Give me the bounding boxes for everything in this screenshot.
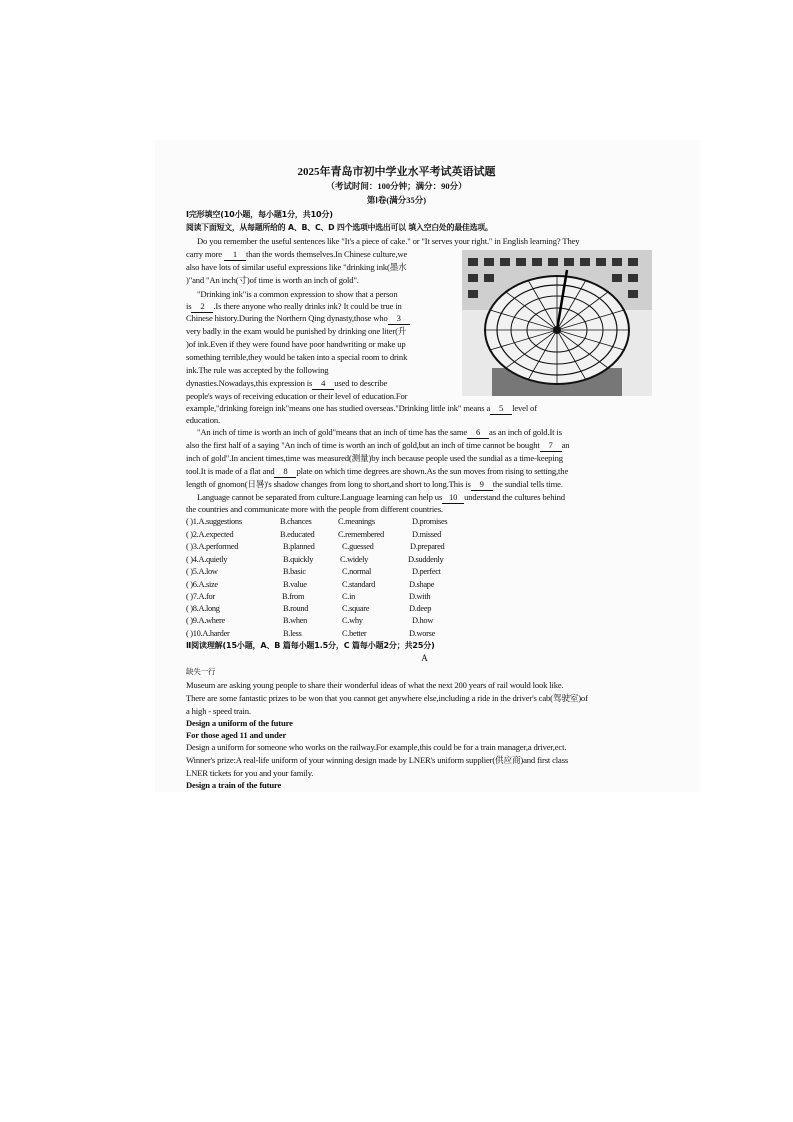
blank-1: 1 [224,248,246,261]
passage-line: Winner's prize:A real-life uniform of your winning design made by LNER's uniform supplier(供应商)and first class [186,755,569,765]
part-label: A [421,653,428,663]
subheading: For those aged 11 and under [186,730,287,740]
passage-line: LNER tickets for you and your family. [186,768,314,778]
passage-line: length of gnomon(日晷)'s shadow changes from long to short,and short to long.This is 9 the sundial tells time. [186,478,563,491]
passage-line: "Drinking ink"is a common expression to show that a person [197,289,398,299]
blank-4: 4 [312,377,334,390]
sundial-photo-icon [462,250,652,396]
passage-line: "An inch of time is worth an inch of gold"means that an inch of time has the same 6 as an inch of gold.It is [197,426,562,439]
passage-line: also have lots of similar useful expressions like "drinking ink(墨水 [186,262,407,272]
passage-line: also the first half of a saying "An inch of time is worth an inch of gold,but an inch of time cannot be bought 7 an [186,439,569,452]
option-row-6: ( )6.A.size B.value C.standard D.shape [186,580,435,589]
blank-2: 2 [191,300,213,313]
passage-line: Chinese history.During the Northern Qing dynasty,those who 3 [186,312,410,325]
option-row-3: ( )3.A.performed B.planned C.guessed D.prepared [186,542,445,551]
passage-line: There are some fantastic prizes to be won that you cannot get anywhere else,including a ride in the driver's cab(驾驶室)of [186,693,588,703]
passage-line: Design a uniform for someone who works on the railway.For example,this could be for a train manager,a driver,ect. [186,742,567,752]
passage-line: )"and "An inch(寸)of time is worth an inch of gold". [186,275,359,285]
section1-instruction: 阅读下面短文，从每题所给的 A、B、C、D 四个选项中选出可以 填入空白处的最佳选项。 [186,223,493,232]
passage-line: something terrible,they would be taken into a special room to drink [186,352,408,362]
passage-line: a high - speed train. [186,706,251,716]
passage-line: the countries and communicate more with the people from different countries. [186,504,443,514]
option-row-8: ( )8.A.long B.round C.square D.deep [186,604,432,613]
option-row-7: ( )7.A.for B.from C.in D.with [186,592,431,601]
passage-line: education. [186,415,221,425]
subheading: Design a train of the future [186,780,282,790]
section1-heading: Ⅰ完形填空(10小题，每小题1分，共10分) [186,210,333,219]
option-row-9: ( )9.A.where B.when C.why D.how [186,616,434,625]
passage-line: Museum are asking young people to share their wonderful ideas of what the next 200 years of rail would look like. [186,680,564,690]
passage-line: is 2 .Is there anyone who really drinks ink? It could be true in [186,300,402,313]
passage-line: very badly in the exam would be punished by drinking one liter(升 [186,326,407,336]
subheading: Design a uniform of the future [186,718,293,728]
blank-3: 3 [388,312,410,325]
blank-8: 8 [274,465,296,478]
option-row-4: ( )4.A.quietly B.quickly C.widely D.suddenly [186,555,444,564]
option-row-1: ( )1.A.suggestions B.chances C.meanings D.promises [186,517,448,526]
missing-line-note: 缺失一行 [186,667,216,676]
passage-line: )of ink.Even if they were found have poor handwriting or make up [186,339,406,349]
passage-line: inch of gold".In ancient times,time was measured(测量)by inch because people used the sundial as a time-keeping [186,453,563,463]
blank-7: 7 [540,439,562,452]
passage-line: Do you remember the useful sentences like "It's a piece of cake." or "It serves your right." in English learning? They [197,236,580,246]
option-row-10: ( )10.A.harder B.less C.better D.worse [186,629,436,638]
passage-line: tool.It is made of a flat and 8 plate on which time degrees are shown.As the sun moves from rising to setting,the [186,465,568,478]
passage-line: ink.The rule was accepted by the following [186,365,329,375]
exam-subtitle: （考试时间：100分钟；满分：90分） [326,181,467,191]
volume-label: 第Ⅰ卷(满分35分) [366,195,427,205]
passage-line: example,"drinking foreign ink"means one has studied overseas."Drinking little ink" means a 5 level of [186,402,537,415]
blank-5: 5 [490,402,512,415]
option-row-5: ( )5.A.low B.basic C.normal D.perfect [186,567,441,576]
exam-title: 2025年青岛市初中学业水平考试英语试题 [297,166,496,178]
blank-9: 9 [471,478,493,491]
passage-line: people's ways of receiving education or their level of education.For [186,391,408,401]
passage-line: Language cannot be separated from culture.Language learning can help us 10 understand the cultures behind [197,491,565,504]
passage-line: dynasties.Nowadays,this expression is 4 used to describe [186,377,387,390]
blank-6: 6 [467,426,489,439]
option-row-2: ( )2.A.expected B.educated C.remembered D.missed [186,530,442,539]
section2-heading: Ⅱ阅读理解(15小题，A、B 篇每小题1.5分，C 篇每小题2分；共25分) [186,641,435,650]
passage-line: carry more 1 than the words themselves.In Chinese culture,we [186,248,407,261]
blank-10: 10 [442,491,464,504]
